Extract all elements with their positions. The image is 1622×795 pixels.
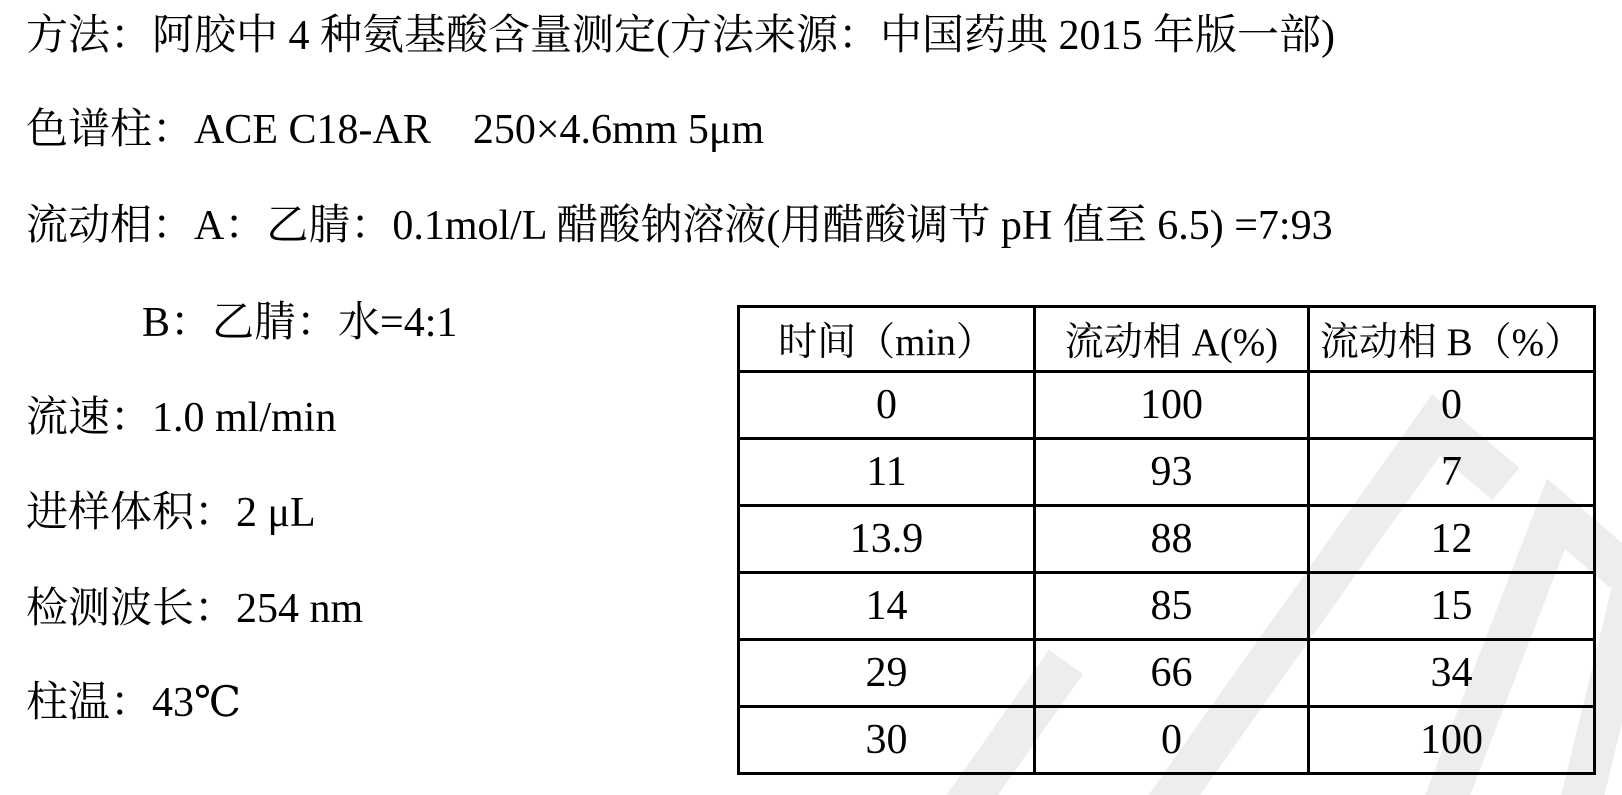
- table-row: [739, 707, 1595, 774]
- injection-volume-line: 进样体积：2 μL: [26, 490, 316, 536]
- table-row: [739, 506, 1595, 573]
- flow-rate-line: 流速：1.0 ml/min: [26, 395, 337, 441]
- mobile-phase-b-line: B：乙腈：水=4:1: [142, 300, 458, 346]
- cell-phase-a: 0: [1035, 707, 1309, 774]
- gradient-table: [737, 305, 1596, 775]
- cell-phase-a: 100: [1035, 372, 1309, 439]
- cell-time: 13.9: [739, 506, 1035, 573]
- cell-phase-b: 12: [1309, 506, 1595, 573]
- column-line: 色谱柱：ACE C18-AR 250×4.6mm 5μm: [26, 107, 765, 153]
- table-row: [739, 439, 1595, 506]
- cell-phase-b: 7: [1309, 439, 1595, 506]
- detection-wavelength-line: 检测波长：254 nm: [26, 586, 364, 632]
- table-row: [739, 640, 1595, 707]
- cell-phase-b: 100: [1309, 707, 1595, 774]
- col-header-phase-b: 流动相 B（%）: [1309, 307, 1595, 372]
- cell-time: 11: [739, 439, 1035, 506]
- cell-time: 30: [739, 707, 1035, 774]
- cell-time: 0: [739, 372, 1035, 439]
- cell-phase-b: 0: [1309, 372, 1595, 439]
- table-row: [739, 372, 1595, 439]
- table-header-row: [739, 307, 1595, 372]
- method-line: 方法：阿胶中 4 种氨基酸含量测定(方法来源：中国药典 2015 年版一部): [26, 13, 1335, 59]
- mobile-phase-a-line: 流动相：A：乙腈：0.1mol/L 醋酸钠溶液(用醋酸调节 pH 值至 6.5) =7:93: [26, 203, 1333, 249]
- cell-phase-b: 34: [1309, 640, 1595, 707]
- cell-phase-a: 66: [1035, 640, 1309, 707]
- table-row: [739, 573, 1595, 640]
- cell-phase-a: 93: [1035, 439, 1309, 506]
- cell-time: 29: [739, 640, 1035, 707]
- column-temperature-line: 柱温：43℃: [26, 680, 241, 726]
- cell-phase-a: 88: [1035, 506, 1309, 573]
- col-header-phase-a: 流动相 A(%): [1035, 307, 1309, 372]
- cell-phase-b: 15: [1309, 573, 1595, 640]
- col-header-time: 时间（min）: [739, 307, 1035, 372]
- cell-phase-a: 85: [1035, 573, 1309, 640]
- cell-time: 14: [739, 573, 1035, 640]
